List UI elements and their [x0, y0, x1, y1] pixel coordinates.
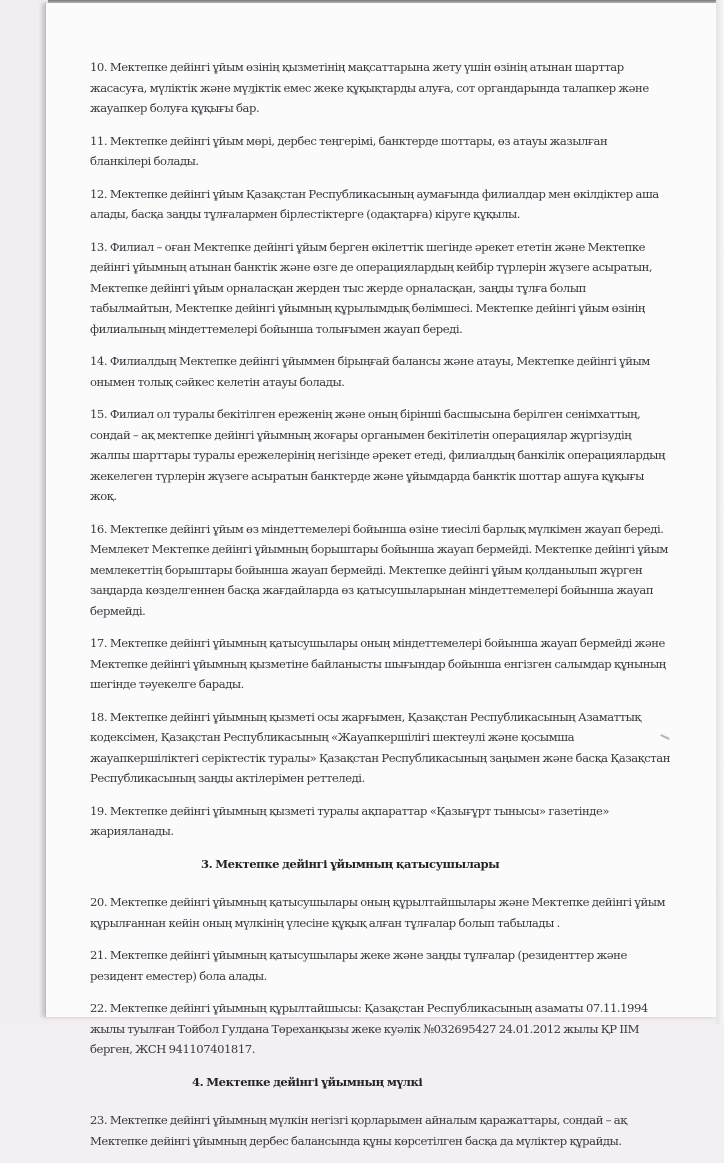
section-3-heading: 3. Мектепке дейінгі ұйымның қатысушылары	[201, 856, 500, 871]
page-right-edge	[716, 0, 724, 1024]
clause-18: 18. Мектепке дейінгі ұйымның қызметі осы жарғымен, Қазақстан Республикасының Азаматтық кодексімен, Қазақстан Республикасының «Жауапкершілігі шектеулі және қосымша жауапкершіліктегі серіктестік туралы» Қазақстан Республикасының заңымен және басқа Қазақстан Республикасының заңды актілерімен реттеледі.	[90, 709, 671, 785]
clause-14: 14. Филиалдың Мектепке дейінгі ұйыммен бірыңғай балансы және атауы, Мектепке дейінгі ұйым онымен толық сәйкес келетін атауы болады.	[90, 354, 650, 389]
clause-15: 15. Филиал ол туралы бекітілген ереженің және оның бірінші басшысына берілген сенімхаттың, сондай – ақ мектепке дейінгі ұйымның жоғары органымен бекітілетін операциялар жүргізудің жалпы шарттары туралы ережелерінің негізінде әрекет етеді, филиалдың банкілік операциялардың жекелеген түрлерін жүзеге асыратын банктерде және ұйымдарда банктік шоттар ашуға құқығы жоқ.	[90, 407, 665, 503]
clause-13: 13. Филиал – оған Мектепке дейінгі ұйым берген өкілеттік шегінде әрекет ететін және Мектепке дейінгі ұйымның атынан банктік және өзге де операциялардың кейбір түрлерін жүзеге асыратын, Мектепке дейінгі ұйым орналасқан жерден тыс жерде орналасқан, заңды тұлға болып табылмайтын, Мектепке дейінгі ұйымның құрылымдық бөлімшесі. Мектепке дейінгі ұйым өзінің филиалының міндеттемелері бойынша толығымен жауап береді.	[90, 239, 653, 336]
clause-22: 22. Мектепке дейінгі ұйымның құрылтайшысы: Қазақстан Республикасының азаматы 07.11.1994 жылы туылған Тойбол Гулдана Төреханқызы жеке куәлік №032695427 24.01.2012 жылы ҚР ІІМ берген, ЖСН 941107401817.	[90, 1001, 648, 1056]
clause-21: 21. Мектепке дейінгі ұйымның қатысушылары жеке және заңды тұлғалар (резиденттер және резидент еместер) бола алады.	[90, 948, 627, 983]
clause-11: 11. Мектепке дейінгі ұйым мөрі, дербес теңгерімі, банктерде шоттары, өз атауы жазылған бланкілері болады.	[90, 133, 608, 168]
clause-12: 12. Мектепке дейінгі ұйым Қазақстан Республикасының аумағында филиалдар мен өкілдіктер аша алады, басқа заңды тұлғалармен бірлестіктерге (одақтарға) кіруге құқылы.	[90, 186, 659, 221]
clause-23: 23. Мектепке дейінгі ұйымның мүлкін негізгі қорларымен айналым қаражаттары, сондай – ақ Мектепке дейінгі ұйымның дербес балансында құны көрсетілген басқа да мүліктер құрайды.	[90, 1113, 627, 1148]
clause-17: 17. Мектепке дейінгі ұйымның қатысушылары оның міндеттемелері бойынша жауап бермейді және Мектепке дейінгі ұйымның қызметіне байланысты шығындар бойынша енгізген салымдар құнының шегінде тәуекелге барады.	[90, 636, 666, 691]
document-content	[90, 57, 670, 1163]
section-4-heading: 4. Мектепке дейінгі ұйымның мүлкі	[192, 1074, 423, 1089]
clause-19: 19. Мектепке дейінгі ұйымның қызметі туралы ақпараттар «Қазығұрт тынысы» газетінде» жарияланады.	[90, 803, 610, 838]
clause-10: 10. Мектепке дейінгі ұйым өзінің қызметінің мақсаттарына жету үшін өзінің атынан шарттар жасасуға, мүліктік және мүліктік емес жеке құқықтарды алуға, сот органдарында талапкер және жауапкер болуға құқығы бар.	[90, 60, 649, 115]
clause-20: 20. Мектепке дейінгі ұйымның қатысушылары оның құрылтайшылары және Мектепке дейінгі ұйым құрылғаннан кейін оның мүлкінің үлесіне құқық алған тұлғалар болып табылады .	[90, 895, 666, 930]
clause-16: 16. Мектепке дейінгі ұйым өз міндеттемелері бойынша өзіне тиесілі барлық мүлкімен жауап береді. Мемлекет Мектепке дейінгі ұйымның борыштары бойынша жауап бермейді. Мектепке дейінгі ұйым мемлекеттің борыштары бойынша жауап бермейді. Мектепке дейінгі ұйым қолданылып жүрген заңдарда көзделгеннен басқа жағдайларда өз қатысушыларынан міндеттемелері бойынша жауап бермейді.	[90, 521, 668, 618]
